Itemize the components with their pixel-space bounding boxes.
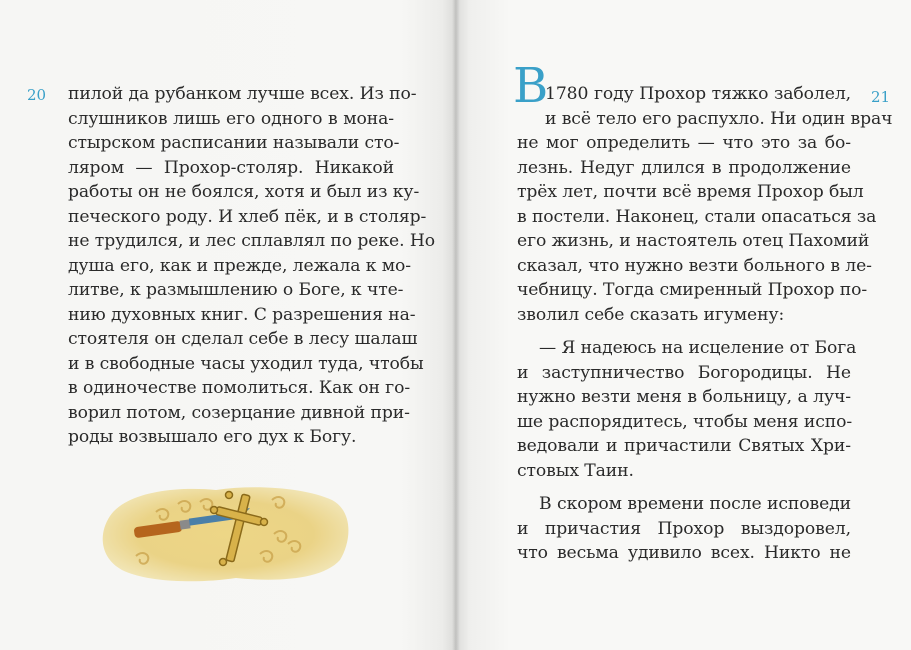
drop-cap [513, 58, 549, 114]
text-line: лезнь. Недуг длился в продолжение [517, 157, 851, 178]
text-line: пилой да рубанком лучше всех. Из по- [68, 84, 417, 104]
text-line: стовых Таин. [517, 460, 634, 481]
page-number-right: 21 [871, 88, 891, 106]
page-number-left: 20 [27, 86, 47, 104]
text-line: — Я надеюсь на исцеление от Бога [539, 338, 857, 358]
text-line: и в свободные часы уходил туда, чтобы [68, 353, 424, 374]
text-line: 1780 году Прохор тяжко заболел, [545, 84, 851, 104]
text-line: трёх лет, почти всё время Прохор был [517, 182, 864, 202]
text-line: ведовали и причастили Святых Хри- [517, 436, 851, 456]
text-line: сказал, что нужно везти больного в ле- [517, 255, 872, 276]
left-body-text [68, 82, 435, 450]
text-line: чебницу. Тогда смиренный Прохор по- [517, 280, 868, 300]
text-line: ше распорядитесь, чтобы меня испо- [517, 411, 853, 432]
text-line: не трудился, и лес сплавлял по реке. Но [68, 231, 435, 251]
text-line: литве, к размышлению о Боге, к чте- [68, 280, 404, 300]
drop-cap-letter: В [513, 58, 549, 114]
right-page [456, 0, 911, 650]
text-line: в постели. Наконец, стали опасаться за [517, 206, 877, 227]
text-line: слушников лишь его одного в мона- [68, 108, 394, 129]
chisel-and-cross-illustration [96, 482, 358, 584]
text-line: стырском расписании называли сто- [68, 133, 400, 153]
text-line: нужно везти меня в больницу, а луч- [517, 387, 851, 407]
text-line: в одиночестве помолиться. Как он го- [68, 378, 411, 398]
text-line: стоятеля он сделал себе в лесу шалаш [68, 329, 418, 349]
book-gutter [452, 0, 460, 650]
text-line: его жизнь, и настоятель отец Пахомий [517, 231, 870, 251]
text-line: и заступничество Богородицы. Не [517, 362, 851, 383]
text-line: В скором времени после исповеди [539, 494, 851, 514]
text-line: ляром — Прохор-столяр. Никакой [68, 157, 394, 178]
text-line: и причастия Прохор выздоровел, [517, 518, 851, 539]
text-line: роды возвышало его дух к Богу. [68, 427, 357, 447]
text-line: что весьма удивило всех. Никто не [517, 543, 851, 563]
text-line: нию духовных книг. С разрешения на- [68, 304, 416, 325]
text-line: зволил себе сказать игумену: [517, 304, 785, 325]
text-line: не мог определить — что это за бо- [517, 133, 851, 153]
text-line: душа его, как и прежде, лежала к мо- [68, 255, 411, 276]
text-line: печеского роду. И хлеб пёк, и в столяр- [68, 206, 427, 227]
text-line: и всё тело его распухло. Ни один врач [545, 108, 893, 129]
right-body-text [517, 131, 877, 566]
text-line: ворил потом, созерцание дивной при- [68, 402, 410, 423]
text-line: работы он не боялся, хотя и был из ку- [68, 182, 420, 202]
